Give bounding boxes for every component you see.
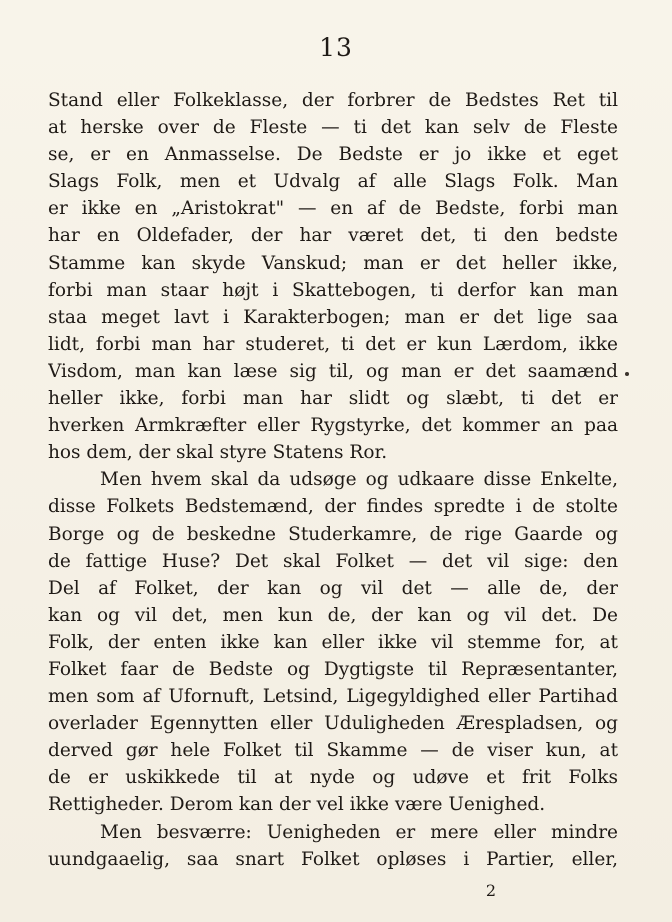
text-line: hverken Armkræfter eller Rygstyrke, det kommer an paa: [48, 415, 618, 437]
text-line: er ikke en „Aristokrat" — en af de Bedste, forbi man: [48, 198, 618, 220]
text-line: forbi man staar højt i Skattebogen, ti derfor kan man: [48, 279, 618, 301]
paragraph-end-line: Rettigheder. Derom kan der vel ikke være Uenighed.: [48, 794, 546, 816]
text-line: lidt, forbi man har studeret, ti det er kun Lærdom, ikke: [48, 333, 618, 355]
text-line: Del af Folket, der kan og vil det — alle de, der: [48, 577, 618, 599]
text-line: disse Folkets Bedstemænd, der findes spredte i de stolte: [48, 496, 618, 518]
body-text: [48, 87, 618, 873]
paragraph-end-line: hos dem, der skal styre Statens Ror.: [48, 442, 388, 464]
text-line: se, er en Anmasselse. De Bedste er jo ikke et eget: [48, 144, 618, 166]
signature-mark: 2: [485, 881, 496, 900]
text-line: uundgaaelig, saa snart Folket opløses i Partier, eller,: [48, 848, 618, 870]
text-line: Folk, der enten ikke kan eller ikke vil stemme for, at: [48, 631, 618, 653]
text-line: har en Oldefader, der har været det, ti den bedste: [48, 225, 618, 247]
paragraph-start-line: Men besværre: Uenigheden er mere eller mindre: [100, 821, 618, 843]
text-line: Borge og de beskedne Studerkamre, de rige Gaarde og: [48, 523, 618, 545]
text-line: men som af Ufornuft, Letsind, Ligegyldighed eller Partihad: [48, 686, 618, 708]
page-number: 13: [319, 33, 353, 62]
text-line: overlader Egennytten eller Uduligheden Ærespladsen, og: [48, 713, 618, 735]
text-line: Folket faar de Bedste og Dygtigste til Repræsentanter,: [48, 658, 618, 680]
text-line: kan og vil det, men kun de, der kan og vil det. De: [48, 604, 618, 626]
text-line: heller ikke, forbi man har slidt og slæbt, ti det er: [48, 388, 618, 410]
text-line: staa meget lavt i Karakterbogen; man er det lige saa: [48, 306, 618, 328]
text-line: Visdom, man kan læse sig til, og man er det saamænd: [48, 360, 618, 382]
paragraph-start-line: Men hvem skal da udsøge og udkaare disse Enkelte,: [100, 469, 618, 491]
text-line: de fattige Huse? Det skal Folket — det vil sige: den: [48, 550, 618, 572]
text-line: de er uskikkede til at nyde og udøve et frit Folks: [48, 767, 618, 789]
text-line: at herske over de Fleste — ti det kan selv de Fleste: [48, 117, 618, 139]
text-line: derved gør hele Folket til Skamme — de viser kun, at: [48, 740, 618, 762]
text-line: Slags Folk, men et Udvalg af alle Slags Folk. Man: [48, 171, 618, 193]
text-line: Stamme kan skyde Vanskud; man er det heller ikke,: [48, 252, 618, 274]
text-line: Stand eller Folkeklasse, der forbrer de Bedstes Ret til: [48, 90, 618, 111]
ink-speck: [625, 372, 629, 376]
